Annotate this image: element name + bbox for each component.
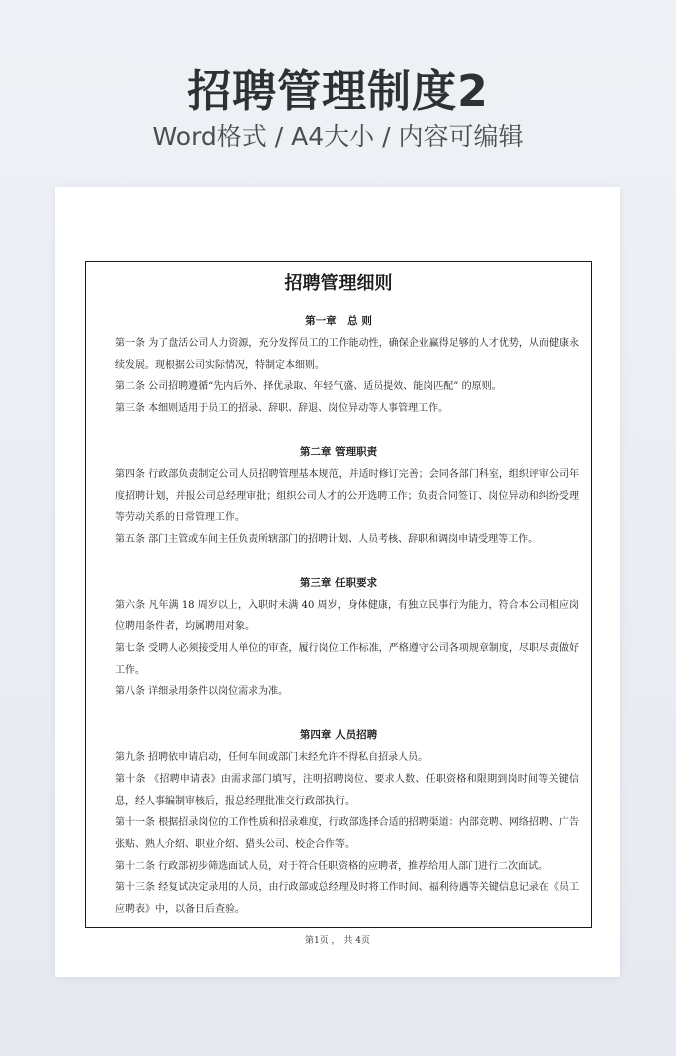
article-paragraph: 第九条 招聘依申请启动，任何车间或部门未经允许不得私自招录人员。 <box>115 752 429 764</box>
article-paragraph: 第十二条 行政部初步筛选面试人员，对于符合任职资格的应聘者，推荐给用人部门进行二次面试。 <box>115 860 549 872</box>
article-paragraph: 第七条 受聘人必须接受用人单位的审查，履行岗位工作标准，严格遵守公司各项规章制度，尽职尽责做好工作。 <box>115 643 579 676</box>
article-paragraph: 第三条 本细则适用于员工的招录、辞职、辞退、岗位异动等人事管理工作。 <box>115 403 449 415</box>
page-number-footer: 第1页 ， 共 4页 <box>304 936 371 946</box>
document-border-frame <box>85 261 592 928</box>
article-paragraph: 第五条 部门主管或车间主任负责所辖部门的招聘计划、人员考核、辞职和调岗申请受理等工作。 <box>115 533 539 545</box>
article-paragraph: 第二条 公司招聘遵循“先内后外、择优录取、年轻气盛、适员提效、能岗匹配” 的原则。 <box>115 381 502 393</box>
document-title: 招聘管理细则 <box>284 273 393 294</box>
chapter-heading: 第四章 人员招聘 <box>299 729 378 742</box>
article-paragraph: 第十条 《招聘申请表》由需求部门填写，注明招聘岗位、要求人数、任职资格和限期到岗时间等关键信息，经人事编制审核后，报总经理批准交行政部执行。 <box>115 773 579 807</box>
article-paragraph: 第一条 为了盘活公司人力资源，充分发挥员工的工作能动性，确保企业赢得足够的人才优势，从而健康永续发展。现根据公司实际情况，特制定本细则。 <box>115 338 579 371</box>
article-paragraph: 第十三条 经复试决定录用的人员，由行政部或总经理及时将工作时间、福利待遇等关键信息记录在《员工应聘表》中，以备日后查验。 <box>115 882 579 916</box>
article-paragraph: 第四条 行政部负责制定公司人员招聘管理基本规范，并适时修订完善；会同各部门科室，组织评审公司年度招聘计划，并报公司总经理审批；组织公司人才的公开选聘工作；负责合同签订、岗位异动和纠纷受理等劳动关系的日常管理工作。 <box>115 468 579 524</box>
chapter-heading: 第二章 管理职责 <box>299 445 378 458</box>
article-paragraph: 第八条 详细录用条件以岗位需求为准。 <box>115 686 289 698</box>
chapter-heading: 第一章 总 则 <box>305 315 372 327</box>
chapter-heading: 第三章 任职要求 <box>299 576 378 589</box>
article-paragraph: 第十一条 根据招录岗位的工作性质和招录难度，行政部选择合适的招聘渠道：内部竞聘、网络招聘、广告张贴、熟人介绍、职业介绍、猎头公司、校企合作等。 <box>115 817 579 850</box>
document-page <box>55 187 620 977</box>
article-paragraph: 第六条 凡年满 18 周岁以上，入职时未满 40 周岁，身体健康，有独立民事行为能力，符合本公司相应岗位聘用条件者，均属聘用对象。 <box>115 599 579 633</box>
page-banner-subtitle: Word格式 / A4大小 / 内容可编辑 <box>152 122 524 151</box>
page-banner-title: 招聘管理制度2 <box>187 66 489 117</box>
